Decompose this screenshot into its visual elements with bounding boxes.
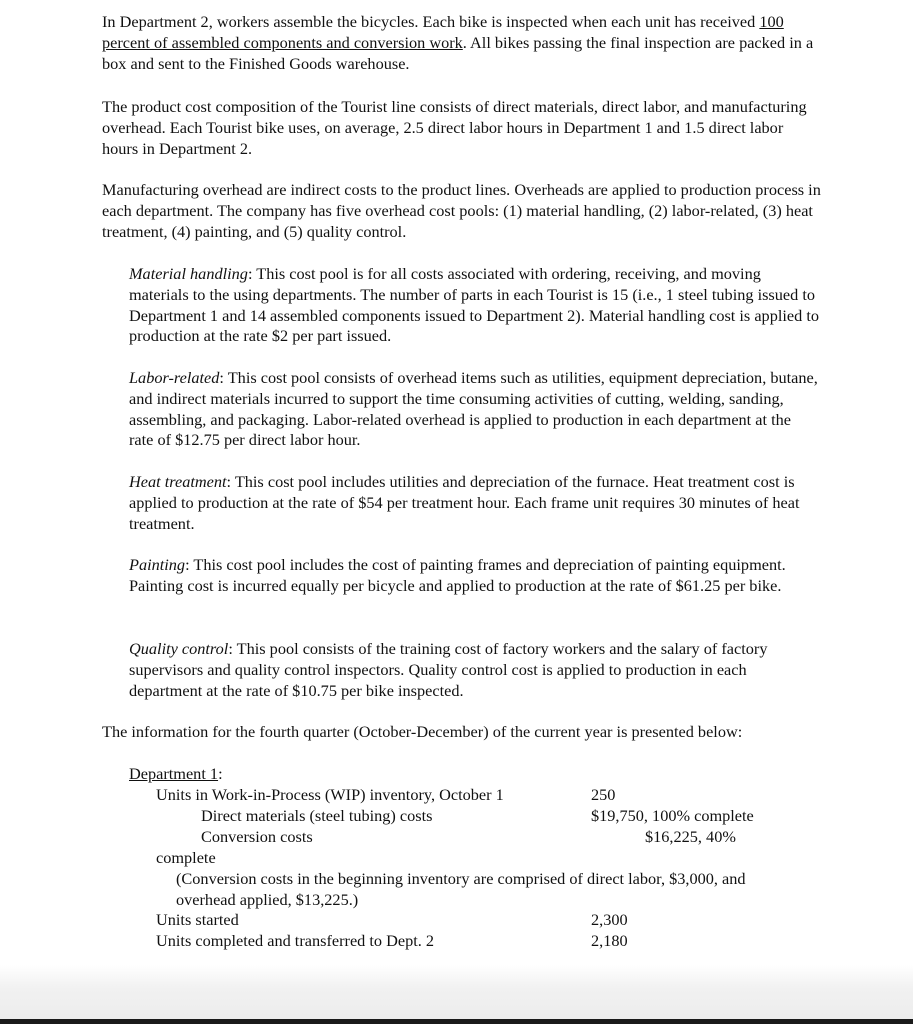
units-completed-value: 2,180 [591, 931, 628, 950]
direct-materials-label: Direct materials (steel tubing) costs [201, 806, 433, 825]
pool-material-handling [129, 264, 819, 347]
pool-label: Material handling [129, 264, 248, 283]
paragraph-department-2 [102, 12, 822, 74]
pool-separator: : [247, 264, 257, 283]
complete-word: complete [156, 848, 216, 867]
pool-label: Quality control [129, 639, 229, 658]
pool-label: Labor-related [129, 368, 220, 387]
pool-painting [129, 555, 819, 597]
pool-separator: : [226, 472, 235, 491]
units-started-label: Units started [156, 910, 239, 929]
pool-text: This cost pool consists of overhead items such as utilities, equipment depreciation, butane, and indirect materials incurred to support the time consuming activities of cutting, welding, sanding, assembling, and packaging. Labor-related overhead is applied to production in each department at the rate of $12.75 per direct labor hour. [129, 368, 818, 450]
units-started-value: 2,300 [591, 910, 628, 929]
pool-labor-related [129, 368, 819, 451]
pool-separator: : [219, 368, 228, 387]
paragraph-cost-composition: The product cost composition of the Tourist line consists of direct materials, direct labor, and manufacturing overhead. Each Tourist bike uses, on average, 2.5 direct labor hours in Department 1 and 1.5 direct labor hours in Department 2. [102, 97, 807, 158]
window-bottom-border [0, 1019, 913, 1024]
paragraph-overhead: Manufacturing overhead are indirect costs to the product lines. Overheads are applied to production process in each department. The company has five overhead cost pools: (1) material handling, (2) labor-related, (3) heat treatment, (4) painting, and (5) quality control. [102, 180, 821, 241]
dept2-text: In Department 2, workers assemble the bicycles. Each bike is inspected when each unit has received [102, 12, 760, 31]
pool-text: This cost pool includes the cost of painting frames and depreciation of painting equipment. Painting cost is incurred equally per bicycle and applied to production at the rate of $61.25 per bike. [129, 555, 786, 595]
dept2-underlined-text: 100 percent of assembled components and conversion work [102, 12, 784, 52]
wip-label: Units in Work-in-Process (WIP) inventory, October 1 [156, 785, 504, 804]
direct-materials-value: $19,750, 100% complete [591, 806, 754, 825]
conversion-note: (Conversion costs in the beginning inventory are comprised of direct labor, $3,000, and overhead applied, $13,225.) [176, 869, 746, 909]
wip-value: 250 [591, 785, 616, 804]
units-completed-label: Units completed and transferred to Dept. 2 [156, 931, 435, 950]
page-bottom-shade [0, 965, 913, 1024]
department-heading [129, 764, 223, 785]
conversion-costs-value: $16,225, 40% [645, 827, 736, 846]
pool-heat-treatment [129, 472, 819, 534]
pool-text: This cost pool is for all costs associated with ordering, receiving, and moving materials to the using departments. The number of parts in each Tourist is 15 (i.e., 1 steel tubing issued to Department 1 and 14 assembled components issued to Department 2). Material handling cost is applied to production at the rate $2 per part issued. [129, 264, 819, 346]
department-heading-colon: : [218, 764, 223, 783]
pool-quality-control [129, 639, 819, 701]
pool-text: This cost pool includes utilities and depreciation of the furnace. Heat treatment cost is applied to production at the rate of $54 per treatment hour. Each frame unit requires 30 minutes of heat treatment. [129, 472, 800, 533]
conversion-costs-label: Conversion costs [201, 827, 313, 846]
pool-label: Painting [129, 555, 186, 574]
pool-label: Heat treatment [129, 472, 227, 491]
pool-separator: : [185, 555, 194, 574]
pool-text: This pool consists of the training cost of factory workers and the salary of factory supervisors and quality control inspectors. Quality control cost is applied to production in each department at the rate of $10.75 per bike inspected. [129, 639, 768, 700]
dept2-text-end: . All bikes passing the final inspection are packed in a box and sent to the Finished Goods warehouse. [102, 32, 814, 73]
pool-separator: : [228, 639, 237, 658]
department-heading-text: Department 1 [129, 764, 219, 783]
paragraph-quarter-intro: The information for the fourth quarter (October-December) of the current year is presented below: [102, 722, 743, 741]
